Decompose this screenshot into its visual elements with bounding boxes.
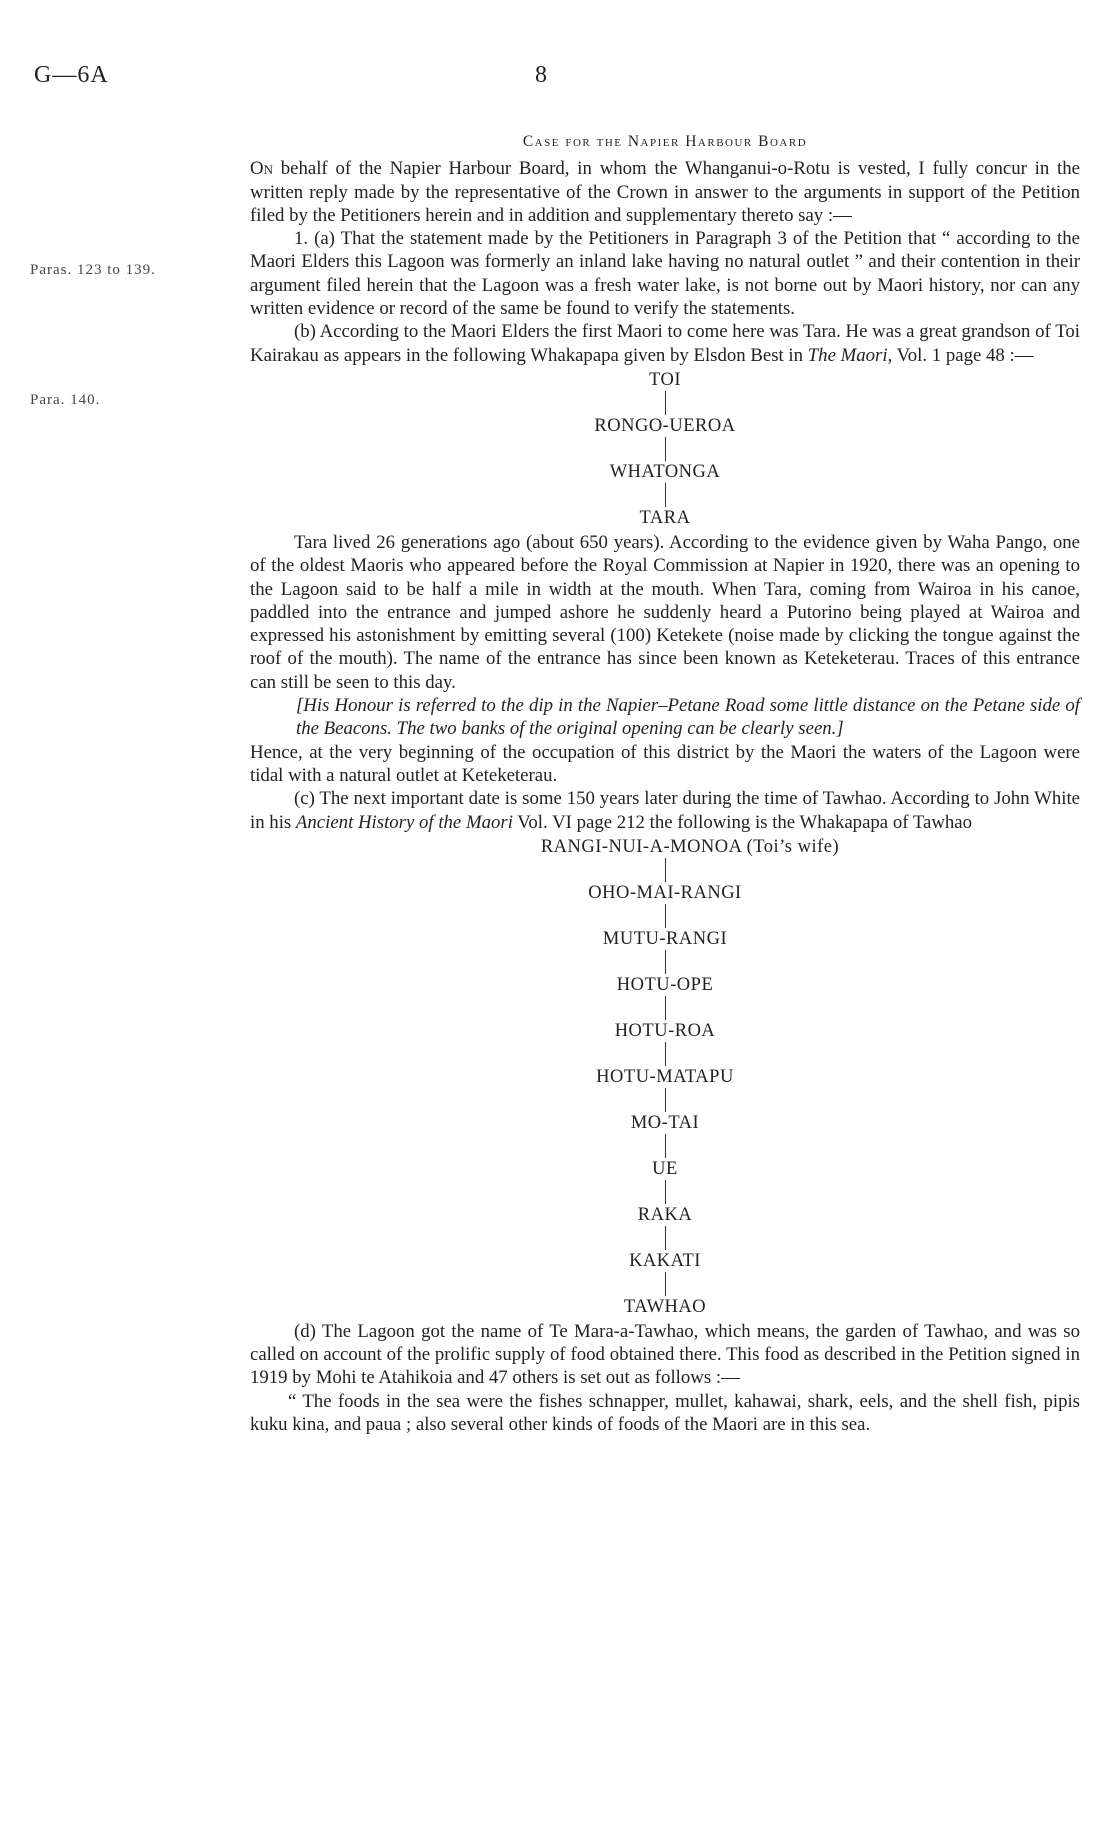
side-note-para: Para. 140. bbox=[30, 392, 101, 408]
tree-link bbox=[665, 1134, 666, 1158]
bracket-note: [His Honour is referred to the dip in the Napier–Petane Road some little distance on the Petane side of the Beacons. The two banks of the original opening can be clearly seen.] bbox=[296, 695, 1080, 740]
tree-node: TOI bbox=[649, 369, 681, 390]
page-number: 8 bbox=[535, 62, 547, 88]
book-title-the-maori: The Maori bbox=[807, 344, 888, 366]
tree-link bbox=[665, 483, 666, 507]
tree-node: OHO-MAI-RANGI bbox=[588, 882, 742, 903]
tree-link bbox=[665, 1088, 666, 1112]
tree-node: RAKA bbox=[637, 1204, 693, 1225]
tree-link bbox=[665, 1272, 666, 1296]
paragraph-1c-citation: Vol. VI page 212 the following is the Whakapapa of Tawhao bbox=[512, 811, 973, 833]
tree-link bbox=[665, 904, 666, 928]
tree-node: RONGO-UEROA bbox=[594, 415, 736, 436]
tree-link bbox=[665, 1180, 666, 1204]
genealogy-tree-tawhao bbox=[250, 836, 1080, 1318]
paragraph-1b-citation: , Vol. 1 page 48 :— bbox=[887, 344, 1034, 366]
tree-node: UE bbox=[652, 1158, 678, 1179]
tree-link bbox=[665, 1226, 666, 1250]
side-note-paras: Paras. 123 to 139. bbox=[30, 262, 156, 278]
tree-node: HOTU-MATAPU bbox=[596, 1066, 734, 1087]
tree-link bbox=[665, 996, 666, 1020]
document-reference: G—6A bbox=[34, 62, 109, 88]
tree-node: TARA bbox=[639, 507, 691, 528]
paragraph-1d: (d) The Lagoon got the name of Te Mara-a-Tawhao, which means, the garden of Tawhao, and was so called on account of the prolific supply of food obtained there. This food as described in the Petition signed in 1919 by Mohi te Atahikoia and 47 others is set out as follows :— bbox=[250, 1320, 1080, 1389]
paragraph-1c bbox=[250, 787, 1080, 834]
tree-link bbox=[665, 437, 666, 461]
genealogy-tree-tara bbox=[250, 369, 1080, 529]
tree-node: TAWHAO bbox=[623, 1296, 707, 1317]
main-text bbox=[250, 130, 1080, 1436]
book-title-ancient-history: Ancient History of the Maori bbox=[295, 811, 513, 833]
tree-node: RANGI-NUI-A-MONOA (Toi’s wife) bbox=[540, 836, 840, 857]
tree-link bbox=[665, 1042, 666, 1066]
intro-rest: behalf of the Napier Harbour Board, in whom the Whanganui-o-Rotu is vested, I fully concur in the written reply made by the representative of the Crown in answer to the arguments in support of the Petition filed by the Petitioners herein and in addition and supplementary thereto say :— bbox=[250, 158, 1080, 226]
paragraph-1a: 1. (a) That the statement made by the Petitioners in Paragraph 3 of the Petition that “ according to the Maori Elders this Lagoon was formerly an inland lake having no natural outlet ” and their contention in their argument filed herein that the Lagoon was a fresh water lake, is not borne out by Maori history, nor can any written evidence or record of the same be found to verify the statements. bbox=[250, 228, 1080, 320]
paragraph-hence: Hence, at the very beginning of the occupation of this district by the Maori the waters of the Lagoon were tidal with a natural outlet at Keteketerau. bbox=[250, 741, 1080, 786]
tree-link bbox=[665, 391, 666, 415]
tree-node: WHATONGA bbox=[609, 461, 721, 482]
tree-node: MUTU-RANGI bbox=[602, 928, 728, 949]
tree-link bbox=[665, 950, 666, 974]
paragraph-1b-text: (b) According to the Maori Elders the first Maori to come here was Tara. He was a great grandson of Toi Kairakau as appears in the following Whakapapa given by Elsdon Best in bbox=[250, 321, 1080, 366]
tree-node: HOTU-OPE bbox=[616, 974, 714, 995]
quoted-passage: “ The foods in the sea were the fishes schnapper, mullet, kahawai, shark, eels, and the shell fish, pipis kuku kina, and paua ; also several other kinds of foods of the Maori are in this sea. bbox=[250, 1390, 1080, 1436]
tree-node: HOTU-ROA bbox=[614, 1020, 716, 1041]
paragraph-1c-text: (c) The next important date is some 150 years later during the time of Tawhao. According to John White in his bbox=[250, 788, 1080, 833]
paragraph-tara: Tara lived 26 generations ago (about 650 years). According to the evidence given by Waha Pango, one of the oldest Maoris who appeared before the Royal Commission at Napier in 1920, there was an opening to the Lagoon said to be half a mile in width at the mouth. When Tara, coming from Wairoa in his canoe, paddled into the entrance and jumped ashore he suddenly heard a Putorino being played at Wairoa and expressed his astonishment by emitting several (100) Ketekete (noise made by clicking the tongue against the roof of the mouth). The name of the entrance has since been known as Keteketerau. Traces of this entrance can still be seen to this day. bbox=[250, 531, 1080, 693]
paragraph-1b bbox=[250, 320, 1080, 367]
intro-paragraph bbox=[250, 157, 1080, 227]
tree-node: KAKATI bbox=[629, 1250, 701, 1271]
section-title: Case for the Napier Harbour Board bbox=[522, 133, 808, 150]
intro-lead: On bbox=[250, 158, 273, 180]
tree-link bbox=[665, 858, 666, 882]
tree-node: MO-TAI bbox=[630, 1112, 700, 1133]
